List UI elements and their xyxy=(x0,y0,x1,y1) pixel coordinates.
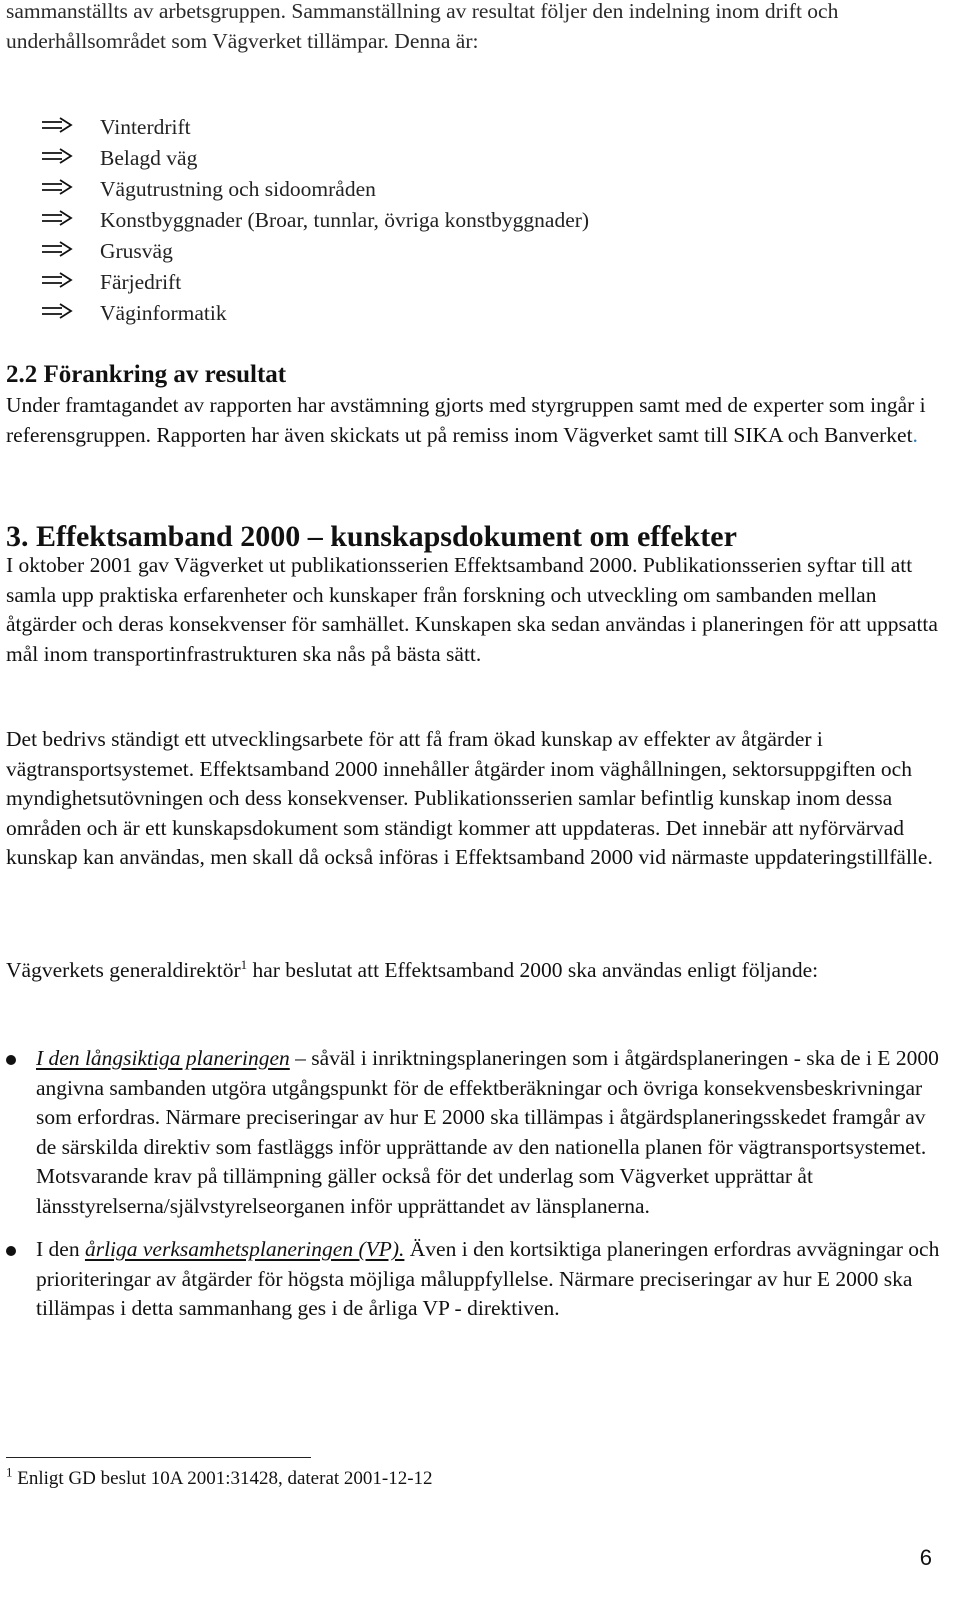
list-item: Grusväg xyxy=(40,236,589,267)
double-arrow-icon xyxy=(40,208,100,233)
list-item: I den årliga verksamhetsplaneringen (VP). Även i den kortsiktiga planeringen erfordras avvägningar och prioriteringar av åtgärder för högsta möjliga måluppfyllelse. Närmare preciseringar av hur E 2000 ska tillämpas i detta sammanhang ges i de årliga VP - direktiven. xyxy=(0,1235,950,1324)
bullet-icon xyxy=(6,1055,16,1065)
double-arrow-icon xyxy=(40,146,100,171)
section-2-2-paragraph: Under framtagandet av rapporten har avstämning gjorts med styrgruppen samt med de experter som ingår i referensgruppen. Rapporten har även skickats ut på remiss inom Vägverket samt till SIKA och Banverket. xyxy=(6,393,926,447)
footnote-divider xyxy=(6,1457,311,1458)
list-item: Vägutrustning och sidoområden xyxy=(40,174,589,205)
footnote: $^1$ Enligt GD beslut 10A 2001:31428, daterat 2001-12-12 xyxy=(6,1464,433,1489)
footnote-reference[interactable]: 1 xyxy=(240,956,248,972)
list-item: Konstbyggnader (Broar, tunnlar, övriga konstbyggnader) xyxy=(40,205,589,236)
double-arrow-icon xyxy=(40,270,100,295)
list-item: Belagd väg xyxy=(40,143,589,174)
bullet-icon xyxy=(6,1246,16,1256)
list-item: Vinterdrift xyxy=(40,112,589,143)
section-3-paragraph-3: Vägverkets generaldirektör$^1$ har beslutat att Effektsamband 2000 ska användas enligt följande: xyxy=(6,956,819,982)
area-list xyxy=(40,112,589,329)
list-item: I den långsiktiga planeringen – såväl i inriktningsplaneringen som i åtgärdsplaneringen - ska de i E 2000 angivna sambanden utgöra utgångspunkt för de effektberäkningar och övriga konsekvensbeskrivningar som erfordras. Närmare preciseringar av hur E 2000 ska tillämpas i åtgärdsplaneringsskedet framgår av de särskilda direktiv som fastläggs inför upprättande av den nationella planen för vägtransportsystemet. Motsvarande krav på tillämpning gäller också för det underlag som Vägverket upprättar åt länsstyrelserna/självstyrelseorganen inför upprättandet av länsplanerna. xyxy=(0,1044,950,1221)
intro-paragraph: sammanställts av arbetsgruppen. Sammanställning av resultat följer den indelning inom drift och underhållsområdet som Vägverket tillämpar. Denna är: xyxy=(6,0,839,53)
list-item: Färjedrift xyxy=(40,267,589,298)
list-item: Väginformatik xyxy=(40,298,589,329)
section-2-2-heading: 2.2 Förankring av resultat xyxy=(6,361,287,388)
double-arrow-icon xyxy=(40,301,100,326)
section-3-heading: 3. Effektsamband 2000 – kunskapsdokument om effekter xyxy=(6,520,737,553)
double-arrow-icon xyxy=(40,239,100,264)
section-3-paragraph-2: Det bedrivs ständigt ett utvecklingsarbete för att få fram ökad kunskap av effekter av åtgärder i vägtransportsystemet. Effektsamband 2000 innehåller åtgärder inom väghållningen, sektorsuppgiften och myndighetsutövningen och dess konsekvenser. Publikationsserien samlar befintlig kunskap inom dessa områden och är ett kunskapsdokument som ständigt kommer att uppdateras. Det innebär att nyförvärvad kunskap kan användas, men skall då också införas i Effektsamband 2000 vid närmaste uppdateringstillfälle. xyxy=(6,727,933,869)
section-3-paragraph-1: I oktober 2001 gav Vägverket ut publikationsserien Effektsamband 2000. Publikationsserien syftar till att samla upp praktiska erfarenheter och kunskaper från forskning och utveckling om sambanden mellan åtgärder och deras konsekvenser för samhället. Kunskapen ska sedan användas i planeringen för att uppsatta mål inom transportinfrastrukturen ska nås på bästa sätt. xyxy=(6,553,938,666)
double-arrow-icon xyxy=(40,115,100,140)
usage-bullet-list xyxy=(0,1044,950,1338)
double-arrow-icon xyxy=(40,177,100,202)
page-number: 6 xyxy=(919,1545,932,1570)
